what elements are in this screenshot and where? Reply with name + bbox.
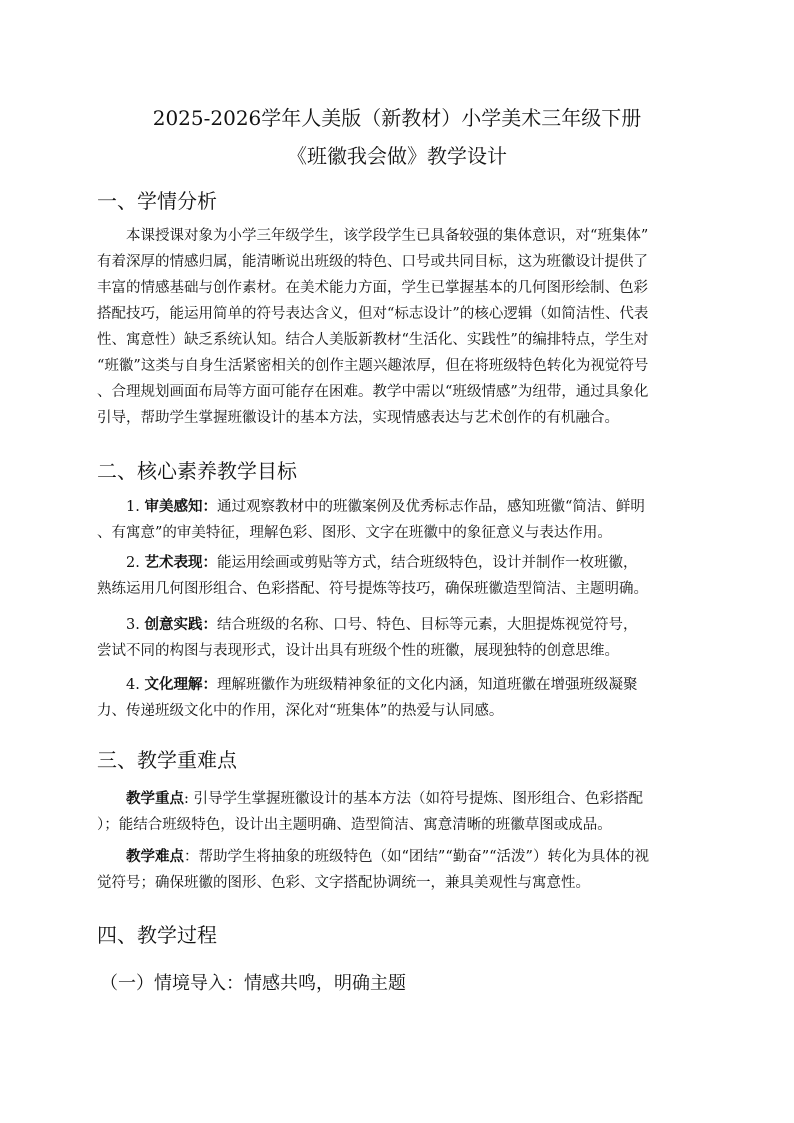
section-2-heading: 二、核心素养教学目标: [97, 459, 297, 483]
goal-text: 能运用绘画或剪贴等方式，结合班级特色，设计并制作一枚班徽，: [216, 555, 638, 571]
goal-text-continued: 力、传递班级文化中的作用，深化对“班集体”的热爱与认同感。: [97, 703, 504, 719]
key-point-label: 教学重点: [126, 790, 184, 807]
goal-item-2: [97, 550, 699, 602]
goal-label: 艺术表现：: [144, 554, 217, 571]
goal-number: 3.: [126, 617, 140, 633]
key-point-paragraph: [97, 786, 699, 838]
paragraph-line: 搭配技巧，能运用简单的符号表达含义，但对“标志设计”的核心逻辑（如简洁性、代表: [97, 306, 649, 322]
difficult-point-text: ：帮助学生将抽象的班级特色（如“团结”“勤奋”“活泼”）转化为具体的视: [184, 849, 649, 865]
goal-item-3: [97, 612, 699, 664]
goal-text: 理解班徽作为班级精神象征的文化内涵，知道班徽在增强班级凝聚: [216, 677, 638, 693]
paragraph-line: “班徽”这类与自身生活紧密相关的创作主题兴趣浓厚，但在将班级特色转化为视觉符号: [97, 358, 649, 374]
goal-text: 通过观察教材中的班徽案例及优秀标志作品，感知班徽“简洁、鲜明: [216, 499, 645, 515]
goal-label: 文化理解：: [144, 676, 217, 693]
section-1-heading: 一、学情分析: [97, 189, 217, 213]
paragraph-line: 有着深厚的情感归属，能清晰说出班级的特色、口号或共同目标，这为班徽设计提供了: [97, 254, 648, 270]
difficult-point-label: 教学难点: [126, 848, 184, 865]
goal-label: 创意实践：: [144, 616, 217, 633]
paragraph-line: 本课授课对象为小学三年级学生，该学段学生已具备较强的集体意识，对“班集体”: [126, 228, 649, 244]
goal-item-1: [97, 494, 699, 546]
document-title-line-1: 2025-2026学年人美版（新教材）小学美术三年级下册: [152, 106, 642, 130]
section-4-heading: 四、教学过程: [97, 923, 217, 947]
key-point-text: : 引导学生掌握班徽设计的基本方法（如符号提炼、图形组合、色彩搭配: [184, 791, 643, 807]
goal-text-continued: 尝试不同的构图与表现形式，设计出具有班级个性的班徽，展现独特的创意思维。: [97, 643, 619, 659]
paragraph-line: 、合理规划画面布局等方面可能存在困难。教学中需以“班级情感”为纽带，通过具象化: [97, 384, 649, 400]
goal-item-4: [97, 672, 699, 724]
subsection-1-heading: （一）情境导入：情感共鸣，明确主题: [100, 973, 406, 994]
paragraph-line: 引导，帮助学生掌握班徽设计的基本方法，实现情感表达与艺术创作的有机融合。: [97, 410, 619, 426]
goal-text: 结合班级的名称、口号、特色、目标等元素，大胆提炼视觉符号，: [216, 617, 638, 633]
goal-text-continued: 、有寓意”的审美特征，理解色彩、图形、文字在班徽中的象征意义与表达作用。: [97, 525, 612, 541]
goal-label: 审美感知：: [144, 498, 217, 515]
paragraph-line: 性、寓意性）缺乏系统认知。结合人美版新教材“生活化、实践性”的编排特点，学生对: [97, 332, 649, 348]
section-3-heading: 三、教学重难点: [97, 748, 237, 772]
paragraph-line: 丰富的情感基础与创作素材。在美术能力方面，学生已掌握基本的几何图形绘制、色彩: [97, 280, 648, 296]
difficult-point-text-continued: 觉符号；确保班徽的图形、色彩、文字搭配协调统一，兼具美观性与寓意性。: [97, 875, 590, 891]
key-point-text-continued: ）；能结合班级特色，设计出主题明确、造型简洁、寓意清晰的班徽草图或成品。: [97, 817, 612, 833]
goal-text-continued: 熟练运用几何图形组合、色彩搭配、符号提炼等技巧，确保班徽造型简洁、主题明确。: [97, 581, 648, 597]
goal-number: 1.: [126, 499, 140, 515]
goal-number: 2.: [126, 555, 140, 571]
difficult-point-paragraph: [97, 844, 699, 896]
document-title-line-2: 《班徽我会做》教学设计: [287, 144, 507, 168]
goal-number: 4.: [126, 677, 140, 693]
section-1-paragraph: [97, 223, 699, 431]
